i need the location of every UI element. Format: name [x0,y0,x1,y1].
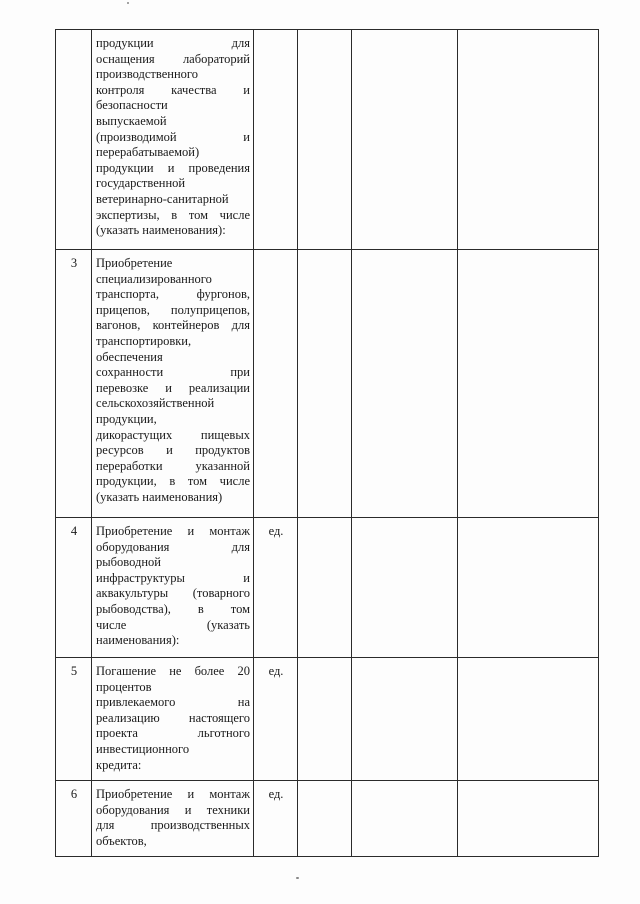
description-line: ветеринарно-санитарной [96,191,229,206]
amount-cell[interactable] [458,781,599,857]
description-line: экспертизы, в том числе [96,207,250,222]
item-description [92,30,254,250]
description-line: выпускаемой [96,113,167,128]
description-line: прицепов, полуприцепов, [96,302,250,317]
table-row [56,250,599,518]
quantity-cell[interactable] [298,518,352,658]
scan-speck [127,2,129,4]
description-line: (указать наименования): [96,223,226,238]
description-line: процентов [96,679,152,694]
description-line: рыбоводной [96,555,161,570]
equipment-table [55,29,599,857]
description-line: специализированного [96,271,212,286]
amount-cell[interactable] [458,30,599,250]
row-number: 3 [56,250,92,518]
description-line: сельскохозяйственной [96,396,215,411]
description-line: продукции для [96,36,250,50]
description-line: безопасности [96,98,168,113]
description-line: продукции и проведения [96,160,250,175]
amount-cell[interactable] [458,250,599,518]
table-row [56,518,599,658]
description-line: Приобретение и монтаж [96,524,250,538]
item-description [92,658,254,781]
item-description [92,518,254,658]
description-line: оснащения лабораторий [96,51,250,66]
description-line: Погашение не более 20 [96,664,250,678]
amount-cell[interactable] [458,518,599,658]
description-line: сохранности при [96,365,250,380]
table-row [56,781,599,857]
row-number [56,30,92,250]
description-line: (производимой и [96,129,250,144]
description-line: (указать наименования) [96,489,223,504]
description-line: вагонов, контейнеров для [96,318,250,333]
cost-cell[interactable] [352,781,458,857]
quantity-cell[interactable] [298,781,352,857]
description-line: перевозке и реализации [96,380,250,395]
row-number: 6 [56,781,92,857]
description-line: переработки указанной [96,458,250,473]
description-line: объектов, [96,833,147,848]
quantity-cell[interactable] [298,658,352,781]
description-line: государственной [96,176,186,191]
table-row [56,30,599,250]
description-line: контроля качества и [96,82,250,97]
description-line: производственного [96,67,198,82]
description-line: дикорастущих пищевых [96,427,250,442]
unit-cell: ед. [254,518,298,658]
cost-cell[interactable] [352,518,458,658]
description-line: Приобретение и монтаж [96,787,250,801]
description-line: перерабатываемой) [96,145,200,160]
unit-cell [254,250,298,518]
description-line: инфраструктуры и [96,570,250,585]
description-line: проекта льготного [96,726,250,741]
description-line: инвестиционного [96,741,190,756]
quantity-cell[interactable] [298,250,352,518]
description-line: транспорта, фургонов, [96,287,250,302]
item-description [92,250,254,518]
description-line: Приобретение [96,256,173,270]
table-row [56,658,599,781]
description-line: реализацию настоящего [96,710,250,725]
description-line: наименования): [96,633,180,648]
unit-cell: ед. [254,781,298,857]
cost-cell[interactable] [352,30,458,250]
cost-cell[interactable] [352,658,458,781]
description-line: рыбоводства), в том [96,601,250,616]
description-line: для производственных [96,818,250,833]
description-line: ресурсов и продуктов [96,443,250,458]
amount-cell[interactable] [458,658,599,781]
description-line: кредита: [96,757,142,772]
unit-cell [254,30,298,250]
table-body [56,30,599,857]
description-line: оборудования и техники [96,802,250,817]
description-line: транспортировки, [96,333,192,348]
description-line: числе (указать [96,617,250,632]
row-number: 4 [56,518,92,658]
description-line: оборудования для [96,539,250,554]
item-description [92,781,254,857]
description-line: обеспечения [96,349,163,364]
unit-cell: ед. [254,658,298,781]
description-line: продукции, в том числе [96,474,250,489]
description-line: продукции, [96,411,157,426]
description-line: привлекаемого на [96,695,250,710]
scan-speck [296,877,299,879]
cost-cell[interactable] [352,250,458,518]
description-line: аквакультуры (товарного [96,586,250,601]
row-number: 5 [56,658,92,781]
quantity-cell[interactable] [298,30,352,250]
